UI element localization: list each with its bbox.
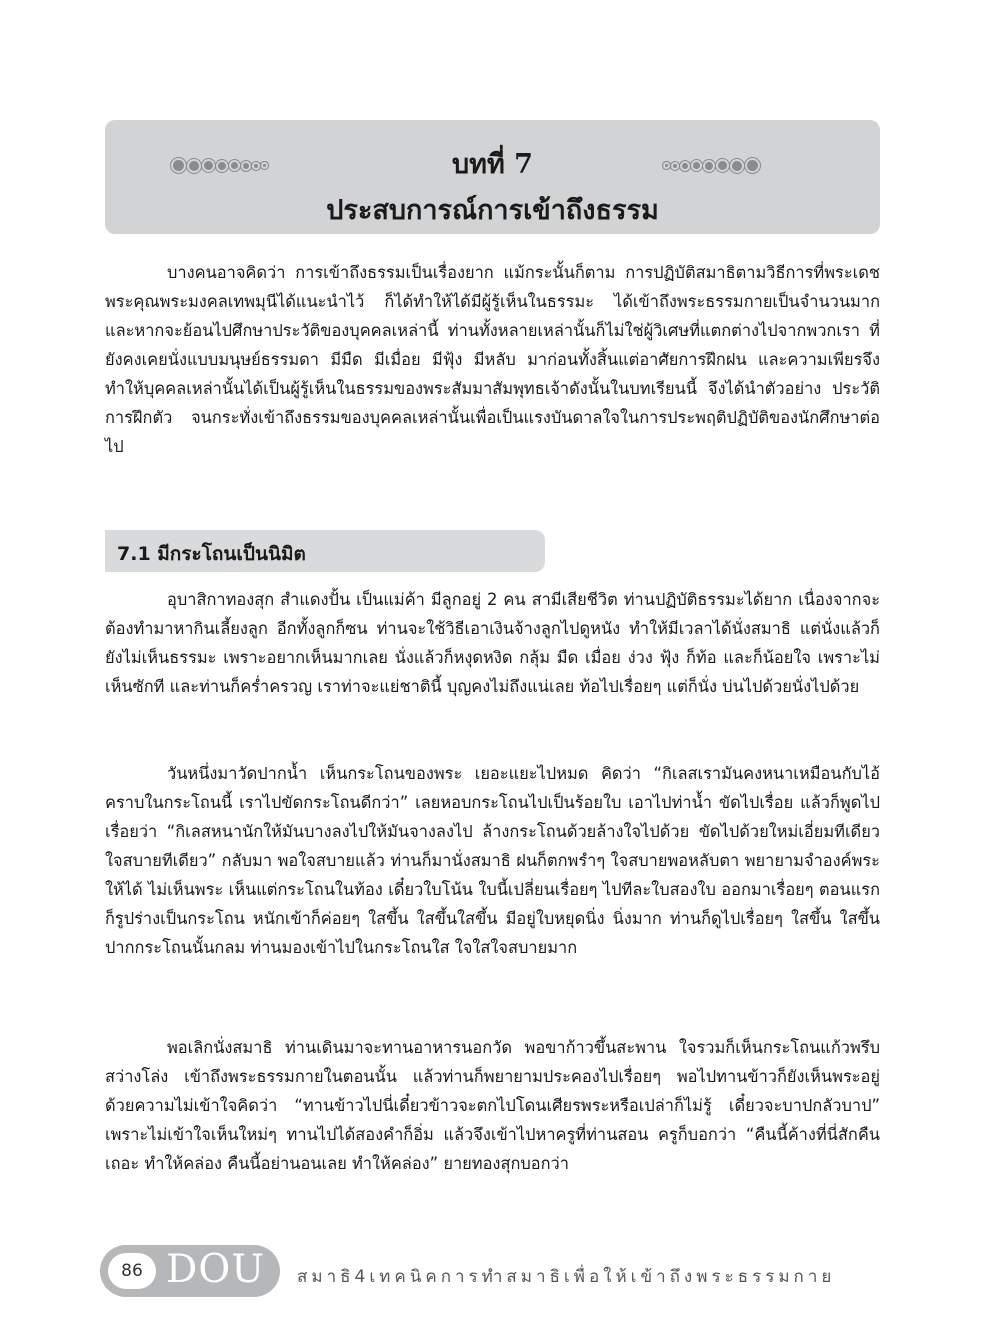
page-number: 86 (108, 1253, 156, 1289)
section-heading (105, 530, 545, 572)
section-paragraph-2: วันหนึ่งมาวัดปากน้ำ เห็นกระโถนของพระ เยอะแยะไปหมด คิดว่า “กิเลสเรามันคงหนาเหมือนกับไอ้คราบในกระโถนนี้ เราไปขัดกระโถนดีกว่า” เลยหอบกระโถนไปเป็นร้อยใบ เอาไปท่าน้ำ ขัดไปเรื่อย แล้วก็พูดไปเรื่อยว่า “กิเลสหนานักให้มันบางลงไปให้มันจางลงไป ล้างกระโถนด้วยล้างใจไปด้วย ขัดไปด้วยใหม่เอี่ยมทีเดียว ใจสบายทีเดียว” กลับมา พอใจสบายแล้ว ท่านก็มานั่งสมาธิ ฝนก็ตกพรำๆ ใจสบายพอหลับตา พยายามจำองค์พระให้ได้ ไม่เห็นพระ เห็นแต่กระโถนในท้อง เดี๋ยวใบโน้น ใบนี้เปลี่ยนเรื่อยๆ ไปทีละใบสองใบ ออกมาเรื่อยๆ ตอนแรกก็รูปร่างเป็นกระโถน หนักเข้าก็ค่อยๆ ใสขึ้น ใสขึ้นใสขึ้น มีอยู่ใบหยุดนิ่ง นิ่งมาก ท่านก็ดูไปเรื่อยๆ ใสขึ้น ใสขึ้น ปากกระโถนนั้นกลม ท่านมองเข้าไปในกระโถนใส ใจใสใจสบายมาก (105, 764, 880, 957)
chapter-number: บทที่ 7 (452, 149, 533, 180)
brand-logo: DOU (166, 1247, 266, 1292)
footer-course-title: สมาธิ4เทคนิคการทำสมาธิเพื่อให้เข้าถึงพระธรรมกาย (297, 1267, 836, 1287)
footer-badge (100, 1245, 280, 1297)
section-paragraph-1: อุบาสิกาทองสุก สำแดงปั้น เป็นแม่ค้า มีลูกอยู่ 2 คน สามีเสียชีวิต ท่านปฏิบัติธรรมะได้ยาก เนื่องจากจะต้องทำมาหากินเลี้ยงลูก อีกทั้งลูกก็ซน ท่านจะใช้วิธีเอาเงินจ้างลูกไปดูหนัง ทำให้มีเวลาได้นั่งสมาธิ แต่นั่งแล้วก็ยังไม่เห็นธรรมะ เพราะอยากเห็นมากเลย นั่งแล้วก็หงุดหงิด กลุ้ม มืด เมื่อย ง่วง ฟุ้ง ก็ท้อ และก็น้อยใจ เพราะไม่เห็นซักที และท่านก็คร่ำครวญ เราท่าจะแย่ชาตินี้ บุญคงไม่ถึงแน่เลย ท้อไปเรื่อยๆ แต่ก็นั่ง บ่นไปด้วยนั่งไปด้วย (105, 590, 880, 696)
chapter-banner (105, 120, 880, 234)
chapter-title: ประสบการณ์การเข้าถึงธรรม (326, 195, 659, 226)
intro-paragraph: บางคนอาจคิดว่า การเข้าถึงธรรมเป็นเรื่องยาก แม้กระนั้นก็ตาม การปฏิบัติสมาธิตามวิธีการที่พระเดชพระคุณพระมงคลเทพมุนีได้แนะนำไว้ ก็ได้ทำให้ได้มีผู้รู้เห็นในธรรมะ ได้เข้าถึงพระธรรมกายเป็นจำนวนมาก และหากจะย้อนไปศึกษาประวัติของบุคคลเหล่านี้ ท่านทั้งหลายเหล่านั้นก็ไม่ใช่ผู้วิเศษที่แตกต่างไปจากพวกเรา ที่ยังคงเคยนั่งแบบมนุษย์ธรรมดา มีมืด มีเมื่อย มีฟุ้ง มีหลับ มาก่อนทั้งสิ้นแต่อาศัยการฝึกฝน และความเพียรจึงทำให้บุคคลเหล่านั้นได้เป็นผู้รู้เห็นในธรรมของพระสัมมาสัมพุทธเจ้าดังนั้นในบทเรียนนี้ จึงได้นำตัวอย่าง ประวัติ การฝึกตัว จนกระทั่งเข้าถึงธรรมของบุคคลเหล่านั้นเพื่อเป็นแรงบันดาลใจในการประพฤติปฏิบัติของนักศึกษาต่อไป (105, 263, 880, 456)
section-paragraph-3: พอเลิกนั่งสมาธิ ท่านเดินมาจะทานอาหารนอกวัด พอขาก้าวขึ้นสะพาน ใจรวมก็เห็นกระโถนแก้วพรึบสว่างโล่ง เข้าถึงพระธรรมกายในตอนนั้น แล้วท่านก็พยายามประคองไปเรื่อยๆ พอไปทานข้าวก็ยังเห็นพระอยู่ ด้วยความไม่เข้าใจคิดว่า “ทานข้าวไปนี่เดี๋ยวข้าวจะตกไปโดนเศียรพระหรือเปล่าก็ไม่รู้ เดี๋ยวจะบาปกลัวบาป” เพราะไม่เข้าใจเห็นใหม่ๆ ทานไปได้สองคำก็อิ่ม แล้วจึงเข้าไปหาครูที่ท่านสอน ครูก็บอกว่า “คืนนี้ค้างที่นี่สักคืนเถอะ ทำให้คล่อง คืนนี้อย่านอนเลย ทำให้คล่อง” ยายทองสุกบอกว่า (105, 1038, 880, 1173)
decorative-dots-right (665, 160, 758, 171)
section-heading-text: 7.1 มีกระโถนเป็นนิมิต (117, 543, 306, 565)
